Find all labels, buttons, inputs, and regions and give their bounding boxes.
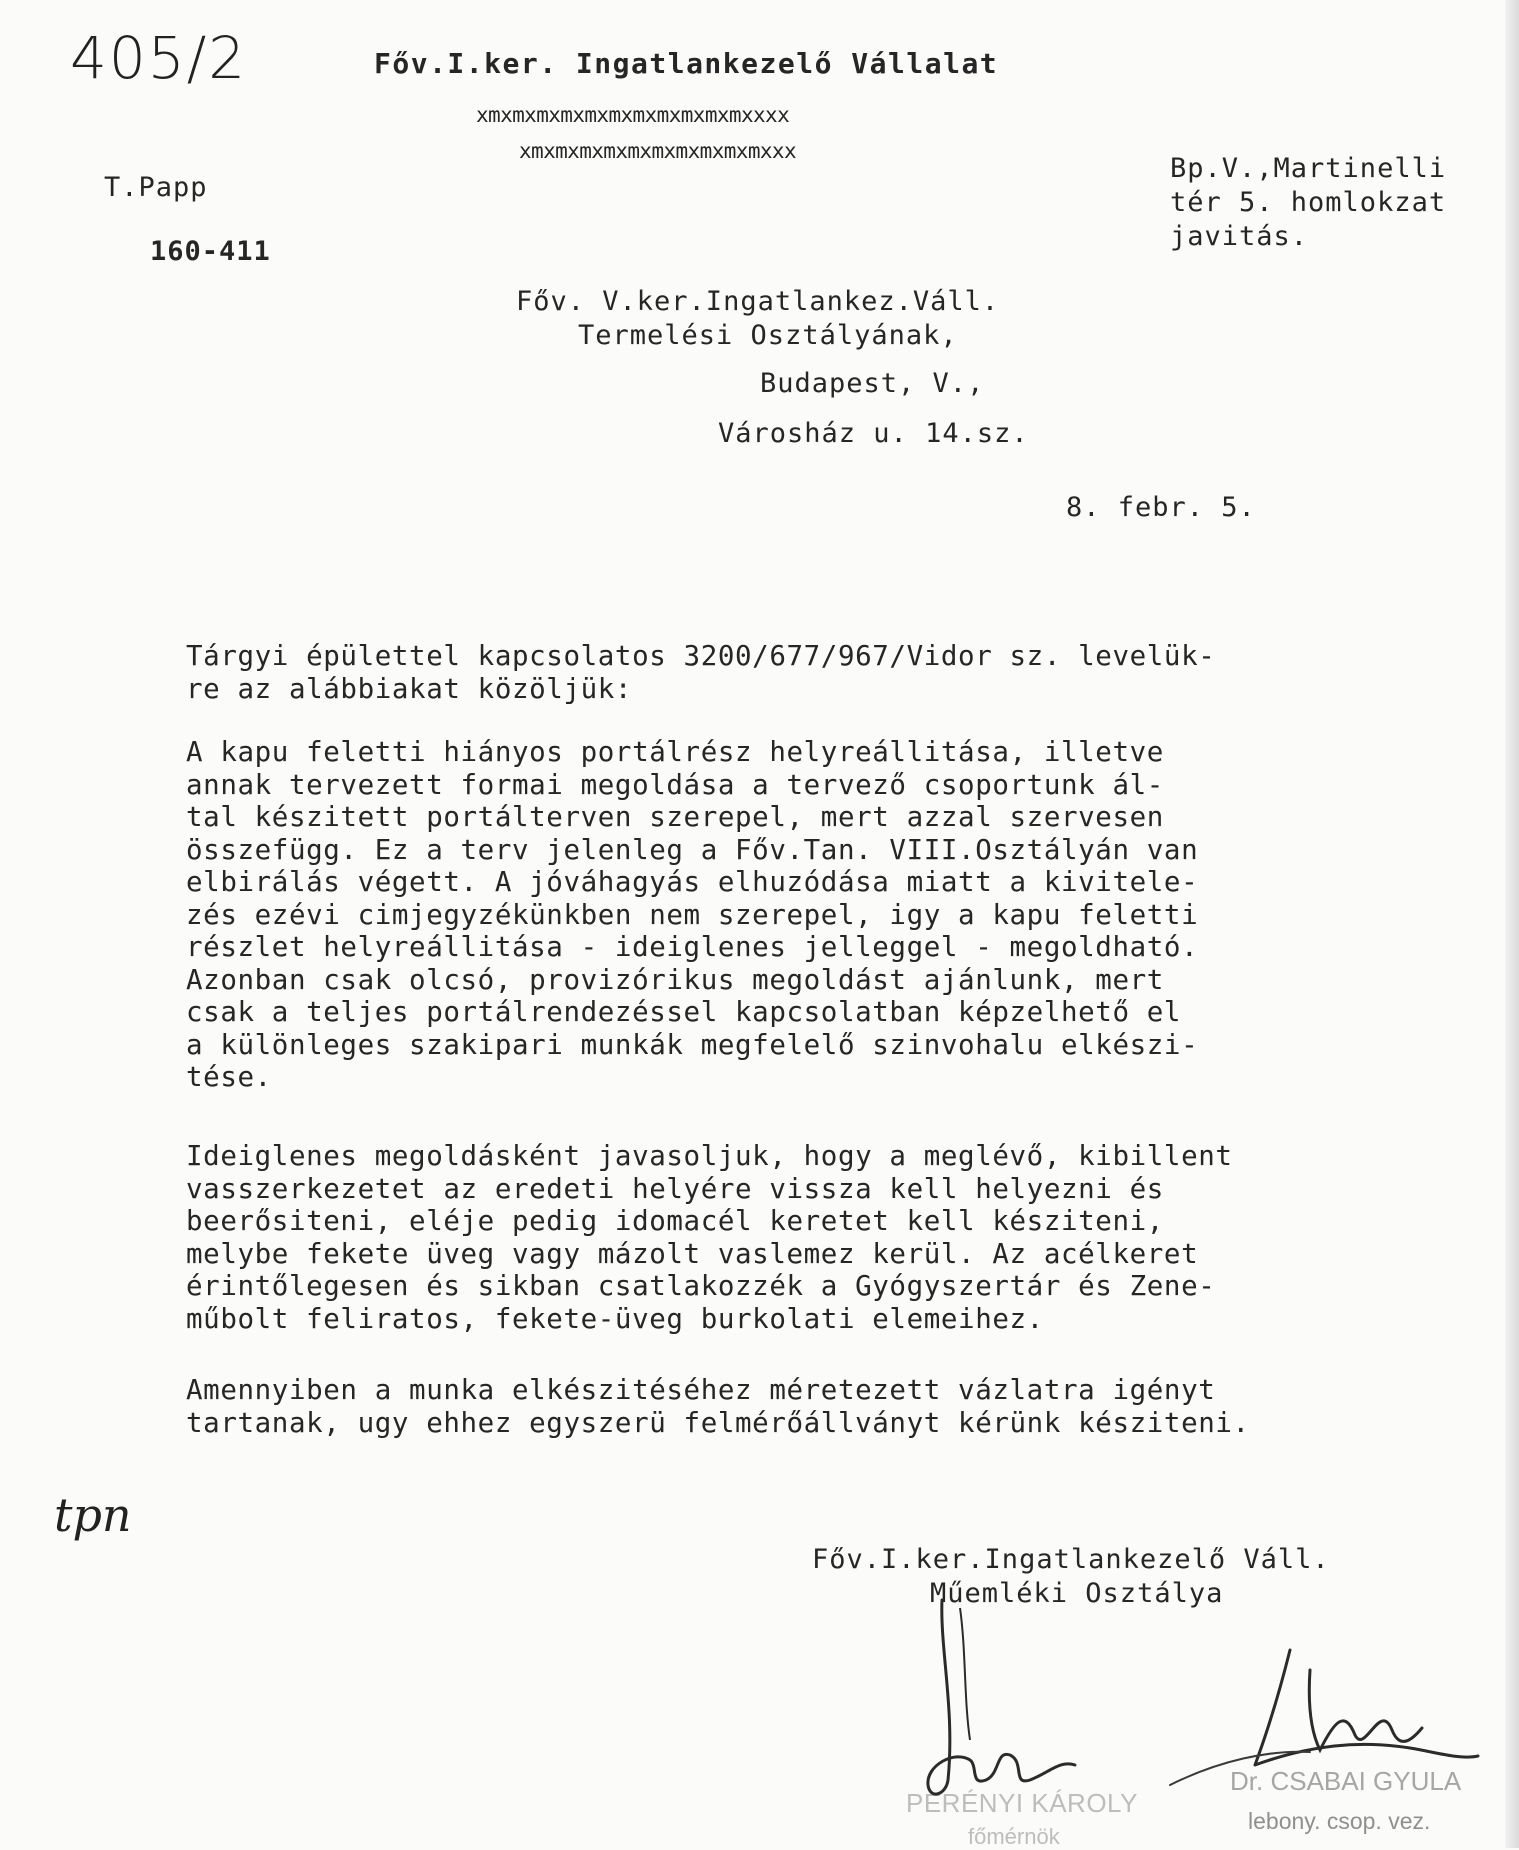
body-line: A kapu feletti hiányos portálrész helyreállitása, illetve bbox=[186, 736, 1164, 768]
recipient-line: Főv. V.ker.Ingatlankez.Váll. bbox=[516, 286, 1000, 317]
body-line: annak tervezett formai megoldása a tervező csoportunk ál- bbox=[186, 768, 1164, 801]
signature-left bbox=[900, 1590, 1120, 1830]
recipient-line: Budapest, V., bbox=[760, 368, 985, 399]
body-paragraph-3 bbox=[186, 1140, 1456, 1335]
body-line: tése. bbox=[186, 1061, 272, 1093]
body-paragraph-2 bbox=[186, 736, 1456, 1094]
body-line: melybe fekete üveg vagy mázolt vaslemez kerül. Az acélkeret bbox=[186, 1237, 1199, 1270]
subject-line: Bp.V.,Martinelli bbox=[1170, 153, 1447, 184]
body-line: részlet helyreállitása - ideiglenes jelleggel - megoldható. bbox=[186, 931, 1199, 963]
body-line: re az alábbiakat közöljük: bbox=[186, 672, 633, 705]
letterhead-sender: Főv.I.ker. Ingatlankezelő Vállalat bbox=[374, 47, 999, 80]
stamp-left-name: PERÉNYI KÁROLY bbox=[906, 1788, 1138, 1818]
letterhead-rule-1: xmxmxmxmxmxmxmxmxmxmxmxxxx bbox=[476, 103, 790, 127]
body-line: beerősiteni, eléje pedig idomacél keretet kell késziteni, bbox=[186, 1205, 1164, 1237]
letter-date: 8. febr. 5. bbox=[1066, 492, 1256, 523]
body-line: műbolt feliratos, fekete-üveg burkolati elemeihez. bbox=[186, 1302, 1044, 1335]
page-edge bbox=[1505, 0, 1519, 1848]
body-line: Amennyiben a munka elkészitéséhez méretezett vázlatra igényt bbox=[186, 1374, 1216, 1406]
body-line: Azonban csak olcsó, provizórikus megoldást ajánlunk, mert bbox=[186, 963, 1164, 996]
stamp-right-name: Dr. CSABAI GYULA bbox=[1230, 1766, 1462, 1796]
body-line: Tárgyi épülettel kapcsolatos 3200/677/967/Vidor sz. levelük- bbox=[186, 640, 1216, 672]
subject-line: javitás. bbox=[1170, 221, 1309, 252]
reference-number: 160-411 bbox=[150, 236, 271, 267]
handwritten-file-number: 405/2 bbox=[70, 24, 248, 92]
body-line: tartanak, ugy ehhez egyszerü felmérőállványt kérünk késziteni. bbox=[186, 1406, 1250, 1439]
body-paragraph-1 bbox=[186, 640, 1456, 705]
recipient-line: Termelési Osztályának, bbox=[578, 320, 958, 351]
stamp-right-title: lebony. csop. vez. bbox=[1248, 1808, 1431, 1834]
recipient-line: Városház u. 14.sz. bbox=[718, 418, 1029, 449]
body-line: a különleges szakipari munkák megfelelő szinvohalu elkészi- bbox=[186, 1028, 1199, 1061]
body-line: érintőlegesen és sikban csatlakozzék a Gyógyszertár és Zene- bbox=[186, 1270, 1216, 1302]
handwritten-initials: tpn bbox=[54, 1488, 132, 1542]
body-paragraph-4 bbox=[186, 1374, 1456, 1439]
closing-line: Főv.I.ker.Ingatlankezelő Váll. bbox=[812, 1544, 1330, 1575]
body-line: elbirálás végett. A jóváhagyás elhuzódása miatt a kivitele- bbox=[186, 866, 1199, 898]
subject-line: tér 5. homlokzat bbox=[1170, 187, 1447, 218]
body-line: zés ezévi cimjegyzékünkben nem szerepel, igy a kapu feletti bbox=[186, 898, 1199, 931]
body-line: csak a teljes portálrendezéssel kapcsolatban képzelhető el bbox=[186, 996, 1182, 1028]
signature-right bbox=[1160, 1640, 1490, 1800]
body-line: Ideiglenes megoldásként javasoljuk, hogy a meglévő, kibillent bbox=[186, 1140, 1233, 1172]
closing-line: Műemléki Osztálya bbox=[930, 1578, 1224, 1609]
body-line: vasszerkezetet az eredeti helyére vissza kell helyezni és bbox=[186, 1172, 1164, 1205]
body-line: összefügg. Ez a terv jelenleg a Főv.Tan. VIII.Osztályán van bbox=[186, 833, 1199, 866]
body-line: tal készitett portálterven szerepel, mert azzal szervesen bbox=[186, 801, 1164, 833]
letterhead-rule-2: xmxmxmxmxmxmxmxmxmxmxxx bbox=[519, 139, 796, 163]
stamp-left-title: főmérnök bbox=[968, 1824, 1060, 1849]
reference-clerk: T.Papp bbox=[104, 172, 208, 203]
